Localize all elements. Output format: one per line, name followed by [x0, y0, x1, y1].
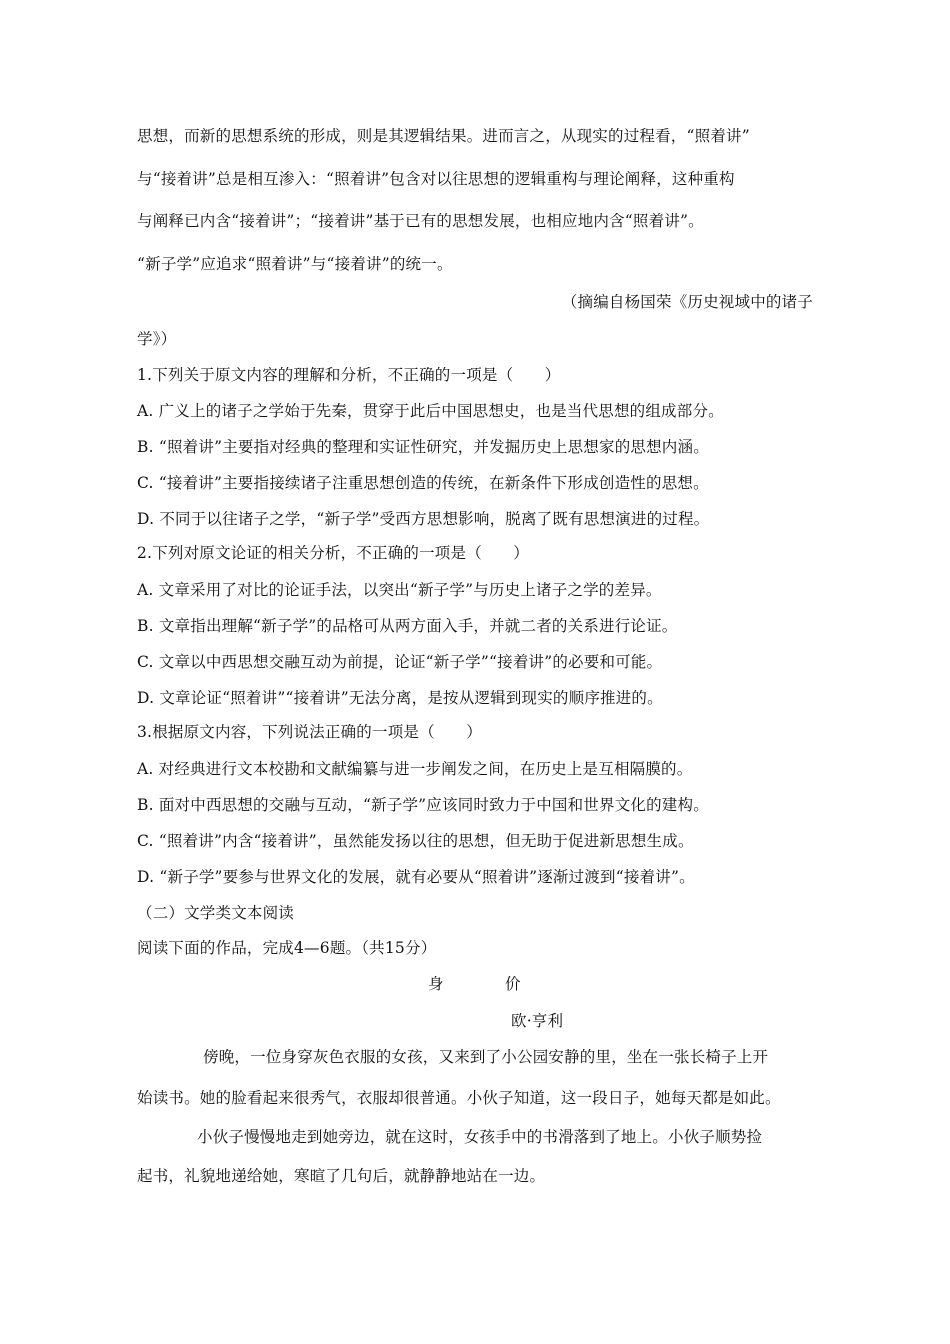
- section-instruction: 阅读下面的作品，完成4—6题。（共15分）: [137, 939, 437, 957]
- story-paragraph-line: 始读书。她的脸看起来很秀气，衣服却很普通。小伙子知道，这一段日子，她每天都是如此。: [137, 1089, 781, 1107]
- section-heading: （二）文学类文本阅读: [137, 904, 295, 922]
- question-stem: 3.根据原文内容，下列说法正确的一项是（ ）: [137, 723, 482, 741]
- source-citation: （摘编自杨国荣《历史视域中的诸子: [561, 293, 813, 311]
- question-option: B. 文章指出理解“新子学”的品格可从两方面入手，并就二者的关系进行论证。: [137, 617, 678, 635]
- story-paragraph-line: 小伙子慢慢地走到她旁边，就在这时，女孩手中的书滑落到了地上。小伙子顺势捡: [197, 1128, 763, 1146]
- question-stem: 1.下列关于原文内容的理解和分析，不正确的一项是（ ）: [137, 366, 561, 384]
- question-stem: 2.下列对原文论证的相关分析，不正确的一项是（ ）: [137, 544, 529, 562]
- passage-line: “新子学”应追求“照着讲”与“接着讲”的统一。: [137, 255, 453, 273]
- story-paragraph-line: 傍晚，一位身穿灰色衣服的女孩，又来到了小公园安静的里，坐在一张长椅子上开: [203, 1048, 769, 1066]
- question-option: D. “新子学”要参与世界文化的发展，就有必要从“照着讲”逐渐过渡到“接着讲”。: [137, 868, 695, 886]
- question-option: B. 面对中西思想的交融与互动，“新子学”应该同时致力于中国和世界文化的建构。: [137, 796, 709, 814]
- passage-line: 思想，而新的思想系统的形成，则是其逻辑结果。进而言之，从现实的过程看，“照着讲”: [137, 127, 750, 145]
- question-option: B. “照着讲”主要指对经典的整理和实证性研究，并发掘历史上思想家的思想内涵。: [137, 438, 709, 456]
- question-option: A. 对经典进行文本校勘和文献编纂与进一步阐发之间，在历史上是互相隔膜的。: [137, 760, 693, 778]
- question-option: A. 文章采用了对比的论证手法，以突出“新子学”与历史上诸子之学的差异。: [137, 581, 662, 599]
- passage-line: 与“接着讲”总是相互渗入：“照着讲”包含对以往思想的逻辑重构与理论阐释，这种重构: [137, 170, 735, 188]
- source-citation-cont: 学》）: [137, 330, 177, 348]
- story-author: 欧·亨利: [511, 1012, 564, 1030]
- question-option: D. 不同于以往诸子之学，“新子学”受西方思想影响，脱离了既有思想演进的过程。: [137, 510, 710, 528]
- question-option: A. 广义上的诸子之学始于先秦，贯穿于此后中国思想史，也是当代思想的组成部分。: [137, 402, 724, 420]
- question-option: C. “照着讲”内含“接着讲”，虽然能发扬以往的思想，但无助于促进新思想生成。: [137, 832, 694, 850]
- story-title-char: 价: [505, 975, 521, 993]
- question-option: D. 文章论证“照着讲”“接着讲”无法分离，是按从逻辑到现实的顺序推进的。: [137, 689, 663, 707]
- question-option: C. “接着讲”主要指接续诸子注重思想创造的传统，在新条件下形成创造性的思想。: [137, 474, 709, 492]
- story-title-char: 身: [428, 975, 444, 993]
- question-option: C. 文章以中西思想交融互动为前提，论证“新子学”“接着讲”的必要和可能。: [137, 653, 663, 671]
- passage-line: 与阐释已内含“接着讲”；“接着讲”基于已有的思想发展，也相应地内含“照着讲”。: [137, 212, 704, 230]
- story-paragraph-line: 起书，礼貌地递给她，寒暄了几句后，就静静地站在一边。: [137, 1167, 546, 1185]
